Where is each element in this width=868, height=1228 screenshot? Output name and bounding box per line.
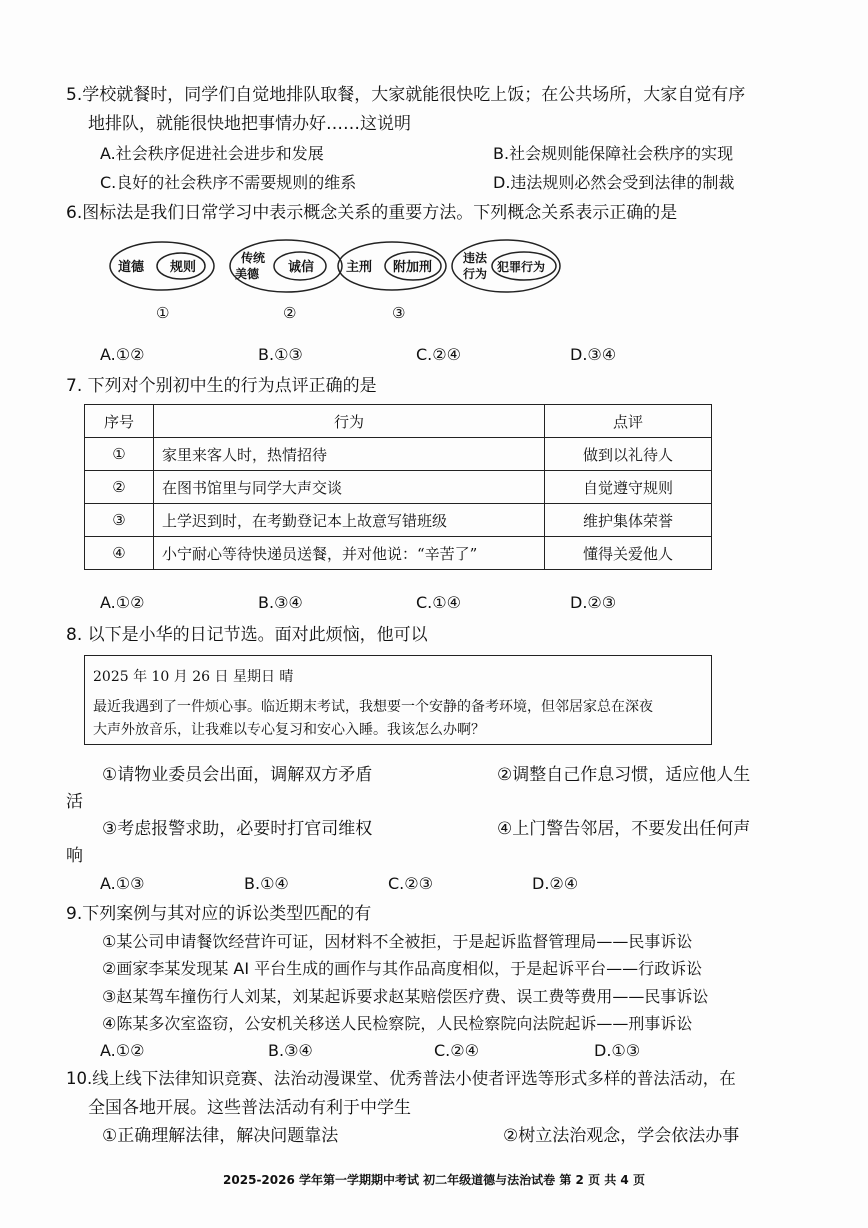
diagram-2-outer-label-1: 传统 <box>241 251 266 265</box>
q7-option-d: D.②③ <box>570 593 617 612</box>
q9-option-d: D.①③ <box>594 1041 641 1060</box>
q5-option-b: B.社会规则能保障社会秩序的实现 <box>493 144 734 163</box>
q5-stem-line2: 地排队，就能很快地把事情办好……这说明 <box>88 114 411 134</box>
q8-option-a: A.①③ <box>100 874 145 893</box>
header-behavior: 行为 <box>154 405 545 438</box>
q9-item-4: ④陈某多次室盗窃，公安机关移送人民检察院，人民检察院向法院起诉——刑事诉讼 <box>102 1014 693 1033</box>
diagram-3-number: ③ <box>392 304 406 322</box>
diagram-4-inner-label: 犯罪行为 <box>497 260 546 274</box>
q9-option-b: B.③④ <box>268 1041 313 1060</box>
q7-behavior-table <box>84 404 712 570</box>
row-index: ① <box>85 438 154 471</box>
row-comment: 做到以礼待人 <box>545 438 712 471</box>
q5-option-d: D.违法规则必然会受到法律的制裁 <box>493 173 735 192</box>
q9-item-1: ①某公司申请餐饮经营许可证，因材料不全被拒，于是起诉监督管理局——民事诉讼 <box>102 932 693 951</box>
q10-stem-line2: 全国各地开展。这些普法活动有利于中学生 <box>88 1098 411 1118</box>
diagram-4-illegal-crime <box>452 240 560 292</box>
q6-stem: 6.图标法是我们日常学习中表示概念关系的重要方法。下列概念关系表示正确的是 <box>66 203 678 223</box>
q6-option-b: B.①③ <box>258 345 303 364</box>
q6-option-c: C.②④ <box>416 345 461 364</box>
diary-text-line1: 最近我遇到了一件烦心事。临近期末考试，我想要一个安静的备考环境，但邻居家总在深夜 <box>93 699 653 715</box>
q10-item-1: ①正确理解法律，解决问题靠法 <box>102 1126 339 1146</box>
q7-option-c: C.①④ <box>416 593 461 612</box>
q8-item-4: ④上门警告邻居，不要发出任何声 <box>497 819 751 839</box>
diary-excerpt-box <box>84 655 712 745</box>
row-behavior: 小宁耐心等待快递员送餐，并对他说：“辛苦了” <box>154 537 545 570</box>
q7-stem: 7. 下列对个别初中生的行为点评正确的是 <box>66 376 377 396</box>
q7-option-a: A.①② <box>100 593 145 612</box>
q8-option-d: D.②④ <box>532 874 579 893</box>
diagram-4-outer-label-1: 违法 <box>463 251 488 265</box>
diary-date: 2025 年 10 月 26 日 星期日 晴 <box>93 669 294 685</box>
header-comment: 点评 <box>545 405 712 438</box>
table-row <box>85 438 712 471</box>
row-comment: 维护集体荣誉 <box>545 504 712 537</box>
diagram-1-outer-label: 道德 <box>118 260 145 275</box>
diary-text-line2: 大声外放音乐，让我难以专心复习和安心入睡。我该怎么办啊？ <box>93 722 485 738</box>
table-row <box>85 504 712 537</box>
table-header-row <box>85 405 712 438</box>
diagram-4-outer-label-2: 行为 <box>463 267 488 281</box>
diagram-3-outer-label: 主刑 <box>346 260 373 275</box>
q6-option-d: D.③④ <box>570 345 617 364</box>
header-index: 序号 <box>85 405 154 438</box>
table-row <box>85 471 712 504</box>
q5-option-a: A.社会秩序促进社会进步和发展 <box>100 144 324 163</box>
diagram-2-outer-label-2: 美德 <box>235 267 260 281</box>
diagram-1-inner-label: 规则 <box>170 260 197 275</box>
diagram-3-principal-accessory <box>338 242 446 290</box>
q5-option-c: C.良好的社会秩序不需要规则的维系 <box>100 173 357 192</box>
diagram-1-morality-rules <box>110 242 214 290</box>
table-row <box>85 537 712 570</box>
q10-stem-line1: 10.线上线下法律知识竞赛、法治动漫课堂、优秀普法小使者评选等形式多样的普法活动，在 <box>66 1069 736 1088</box>
q8-stem: 8. 以下是小华的日记节选。面对此烦恼，他可以 <box>66 625 428 645</box>
q9-stem: 9.下列案例与其对应的诉讼类型匹配的有 <box>66 904 372 924</box>
q8-option-c: C.②③ <box>388 874 433 893</box>
row-behavior: 在图书馆里与同学大声交谈 <box>154 471 545 504</box>
diagram-2-inner-label: 诚信 <box>288 260 315 275</box>
page-footer: 2025-2026 学年第一学期期中考试 初二年级道德与法治试卷 第 2 页 共 4 页 <box>223 1173 645 1187</box>
row-comment: 懂得关爱他人 <box>545 537 712 570</box>
q8-option-b: B.①④ <box>244 874 289 893</box>
q8-item-3: ③考虑报警求助，必要时打官司维权 <box>102 819 373 839</box>
q6-concept-diagrams <box>0 238 868 328</box>
row-index: ③ <box>85 504 154 537</box>
row-index: ② <box>85 471 154 504</box>
q7-option-b: B.③④ <box>258 593 303 612</box>
diagram-2-number: ② <box>283 304 297 322</box>
q8-item-1: ①请物业委员会出面，调解双方矛盾 <box>102 765 373 785</box>
q6-option-a: A.①② <box>100 345 145 364</box>
q5-stem-line1: 5.学校就餐时，同学们自觉地排队取餐，大家就能很快吃上饭；在公共场所，大家自觉有序 <box>66 85 746 105</box>
row-behavior: 上学迟到时，在考勤登记本上故意写错班级 <box>154 504 545 537</box>
q9-item-2: ②画家李某发现某 AI 平台生成的画作与其作品高度相似，于是起诉平台——行政诉讼 <box>102 959 703 978</box>
row-index: ④ <box>85 537 154 570</box>
diagram-3-inner-label: 附加刑 <box>393 260 433 275</box>
q9-option-a: A.①② <box>100 1041 145 1060</box>
q10-item-2: ②树立法治观念，学会依法办事 <box>503 1126 740 1146</box>
q8-item-2-cont: 活 <box>66 792 83 812</box>
q8-item-4-cont: 响 <box>66 846 83 866</box>
diagram-1-number: ① <box>156 304 170 322</box>
q8-item-2: ②调整自己作息习惯，适应他人生 <box>497 765 751 785</box>
row-behavior: 家里来客人时，热情招待 <box>154 438 545 471</box>
diagram-2-virtue-honesty <box>230 240 342 292</box>
q9-item-3: ③赵某驾车撞伤行人刘某，刘某起诉要求赵某赔偿医疗费、误工费等费用——民事诉讼 <box>102 987 709 1006</box>
row-comment: 自觉遵守规则 <box>545 471 712 504</box>
q9-option-c: C.②④ <box>434 1041 479 1060</box>
